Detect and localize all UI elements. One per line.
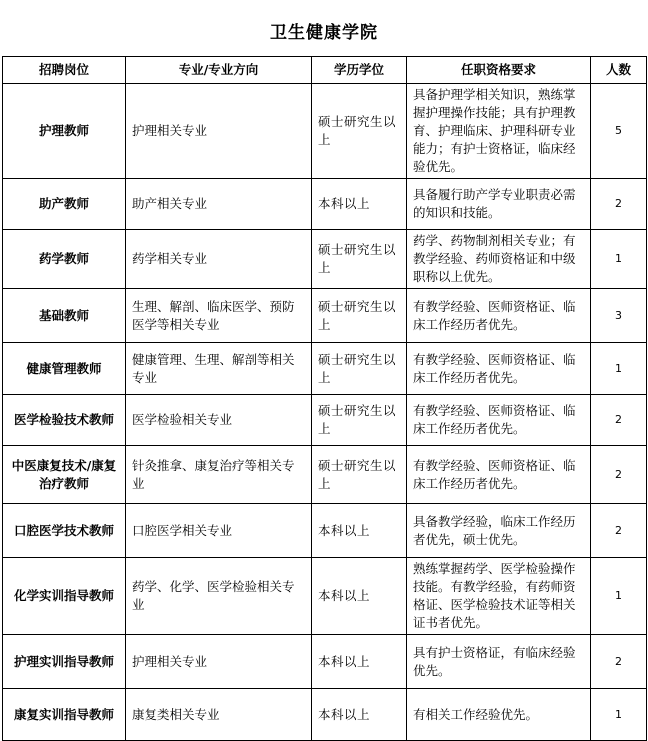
requirement-cell: 药学、药物制剂相关专业；有教学经验、药师资格证和中级职称以上优先。 <box>407 230 591 289</box>
major-cell: 医学检验相关专业 <box>126 395 312 446</box>
requirement-cell: 有教学经验、医师资格证、临床工作经历者优先。 <box>407 395 591 446</box>
table-row <box>3 395 647 446</box>
degree-cell: 硕士研究生以上 <box>312 343 407 395</box>
requirement-cell: 熟练掌握药学、医学检验操作技能。有教学经验，有药师资格证、医学检验技术证等相关证书者优先。 <box>407 558 591 635</box>
count-cell: 1 <box>591 689 647 741</box>
requirement-cell: 有教学经验、医师资格证、临床工作经历者优先。 <box>407 289 591 343</box>
count-cell: 2 <box>591 446 647 504</box>
table-row <box>3 504 647 558</box>
degree-cell: 本科以上 <box>312 558 407 635</box>
position-cell: 中医康复技术/康复治疗教师 <box>3 446 126 504</box>
header-position: 招聘岗位 <box>3 57 126 84</box>
table-row <box>3 446 647 504</box>
position-cell: 医学检验技术教师 <box>3 395 126 446</box>
count-cell: 2 <box>591 395 647 446</box>
table-row <box>3 343 647 395</box>
major-cell: 康复类相关专业 <box>126 689 312 741</box>
count-cell: 1 <box>591 343 647 395</box>
count-cell: 1 <box>591 558 647 635</box>
requirement-cell: 具备护理学相关知识，熟练掌握护理操作技能；具有护理教育、护理临床、护理科研专业能力；有护士资格证，临床经验优先。 <box>407 84 591 179</box>
requirement-cell: 有教学经验、医师资格证、临床工作经历者优先。 <box>407 446 591 504</box>
major-cell: 口腔医学相关专业 <box>126 504 312 558</box>
recruitment-table <box>2 56 647 741</box>
table-row <box>3 689 647 741</box>
major-cell: 助产相关专业 <box>126 179 312 230</box>
count-cell: 2 <box>591 179 647 230</box>
table-row <box>3 635 647 689</box>
count-cell: 5 <box>591 84 647 179</box>
requirement-cell: 具备履行助产学专业职责必需的知识和技能。 <box>407 179 591 230</box>
requirement-cell: 有教学经验、医师资格证、临床工作经历者优先。 <box>407 343 591 395</box>
degree-cell: 硕士研究生以上 <box>312 289 407 343</box>
position-cell: 护理教师 <box>3 84 126 179</box>
major-cell: 生理、解剖、临床医学、预防医学等相关专业 <box>126 289 312 343</box>
requirement-cell: 有相关工作经验优先。 <box>407 689 591 741</box>
position-cell: 基础教师 <box>3 289 126 343</box>
table-row <box>3 558 647 635</box>
position-cell: 护理实训指导教师 <box>3 635 126 689</box>
requirement-cell: 具有护士资格证，有临床经验优先。 <box>407 635 591 689</box>
header-degree: 学历学位 <box>312 57 407 84</box>
position-cell: 助产教师 <box>3 179 126 230</box>
table-row <box>3 230 647 289</box>
position-cell: 健康管理教师 <box>3 343 126 395</box>
degree-cell: 硕士研究生以上 <box>312 84 407 179</box>
position-cell: 口腔医学技术教师 <box>3 504 126 558</box>
degree-cell: 本科以上 <box>312 689 407 741</box>
position-cell: 化学实训指导教师 <box>3 558 126 635</box>
degree-cell: 硕士研究生以上 <box>312 395 407 446</box>
major-cell: 健康管理、生理、解剖等相关专业 <box>126 343 312 395</box>
count-cell: 3 <box>591 289 647 343</box>
degree-cell: 本科以上 <box>312 635 407 689</box>
position-cell: 药学教师 <box>3 230 126 289</box>
major-cell: 药学相关专业 <box>126 230 312 289</box>
header-count: 人数 <box>591 57 647 84</box>
table-header-row <box>3 57 647 84</box>
degree-cell: 硕士研究生以上 <box>312 230 407 289</box>
count-cell: 2 <box>591 504 647 558</box>
major-cell: 针灸推拿、康复治疗等相关专业 <box>126 446 312 504</box>
degree-cell: 硕士研究生以上 <box>312 446 407 504</box>
position-cell: 康复实训指导教师 <box>3 689 126 741</box>
requirement-cell: 具备教学经验，临床工作经历者优先，硕士优先。 <box>407 504 591 558</box>
page-title: 卫生健康学院 <box>270 23 378 43</box>
header-requirement: 任职资格要求 <box>407 57 591 84</box>
degree-cell: 本科以上 <box>312 504 407 558</box>
table-row <box>3 84 647 179</box>
major-cell: 药学、化学、医学检验相关专业 <box>126 558 312 635</box>
table-row <box>3 289 647 343</box>
major-cell: 护理相关专业 <box>126 84 312 179</box>
table-row <box>3 179 647 230</box>
count-cell: 2 <box>591 635 647 689</box>
degree-cell: 本科以上 <box>312 179 407 230</box>
count-cell: 1 <box>591 230 647 289</box>
major-cell: 护理相关专业 <box>126 635 312 689</box>
header-major: 专业/专业方向 <box>126 57 312 84</box>
